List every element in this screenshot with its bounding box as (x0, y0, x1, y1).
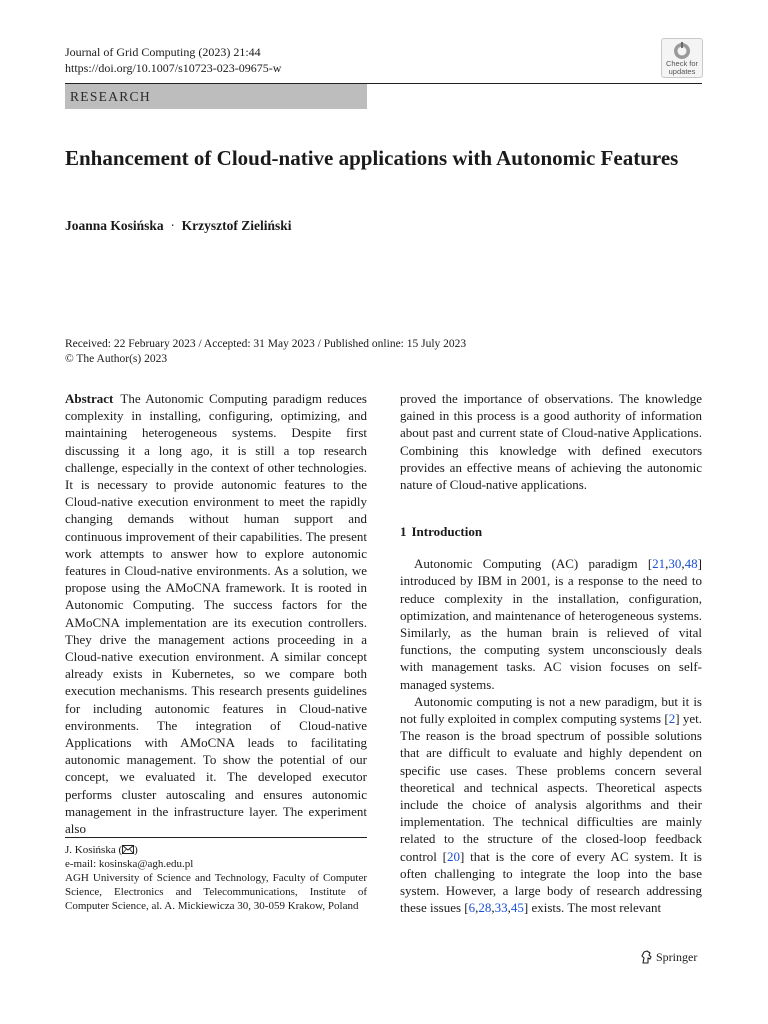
badge-label-line-1: Check for (665, 59, 699, 68)
intro-paragraph-2: Autonomic computing is not a new paradigm, but it is not fully exploited in complex computing systems [2] yet. The reason is the broad spectrum of possible solutions that are difficult to evaluate and highly dependent on specific use cases. These problems concern several theoretical and technical aspects. Theoretical aspects include the choice of analysis algorithms and their implementation. The technical difficulties are mainly related to the structure of the closed-loop feedback control [20] that is the core of every AC system. It is often challenging to integrate the loop into the base system. However, a large body of research addressing these issues [6,28,33,45] exists. The most relevant (400, 693, 702, 916)
copyright-notice: © The Author(s) 2023 (65, 352, 168, 365)
journal-header (65, 44, 281, 76)
intro-paragraph-1: Autonomic Computing (AC) paradigm [21,30,48] introduced by IBM in 2001, is a response to the need to reduce complexity in the installation, configuration, optimization, and maintenance of heterogeneous systems. Similarly, as the human brain is relieved of vital functions, the computing system unconsciously deals with management tasks. AC vision focuses on self-managed systems. (400, 556, 702, 692)
publication-history (65, 337, 466, 366)
author-email[interactable]: e-mail: kosinska@agh.edu.pl (65, 858, 194, 870)
citation-link[interactable]: 45 (510, 900, 524, 916)
journal-citation: Journal of Grid Computing (2023) 21:44 (65, 45, 261, 59)
author-footnote (65, 843, 367, 913)
abstract (65, 390, 367, 837)
citation-link[interactable]: 33 (494, 900, 508, 916)
author-list (65, 218, 292, 234)
doi-link[interactable]: https://doi.org/10.1007/s10723-023-09675-w (65, 61, 282, 75)
footnote-divider (65, 837, 367, 838)
abstract-continuation: proved the importance of observations. The knowledge gained in this process is a good authority of information about past and current state of Cloud-native Applications. Combining this knowledge with defined executors provides an effective means of achieving the autonomic nature of Cloud-native applications. (400, 391, 702, 493)
abstract-label: Abstract (65, 391, 114, 406)
citation-link[interactable]: 48 (684, 556, 698, 572)
abstract-text: The Autonomic Computing paradigm reduces complexity in installing, configuring, optimizing, and maintaining heterogeneous systems. Despite first discussing it a long ago, it is still a top research challenge, especially in the context of other technologies. It is necessary to provide autonomic features to the Cloud-native execution environment to meet the rapidly changing demands without human support and continuous improvement of their capabilities. The present work attempts to answer how to explore autonomic features in Cloud-native environments. As a solution, we propose using the AMoCNA framework. It is rooted in Autonomic Computing. The success factors for the AMoCNA implementation are its execution controllers. They drive the management actions proceeding in a Cloud-native execution environment. A similar concept already exists in Kubernetes, so we compare both execution mechanisms. This research presents guidelines for including autonomic features in Cloud-native environments. The integration of Cloud-native Applications with AMoCNA leads to facilitating autonomic management. To show the potential of our concept, we evaluated it. The developed executor performs cluster autoscaling and ensures autonomic management in the infrastructure layer. The experiment also (65, 391, 367, 837)
publisher-name: Springer (656, 950, 698, 964)
left-column (65, 390, 367, 837)
corresponding-author: J. Kosińska ( ) (65, 844, 138, 856)
envelope-icon[interactable] (122, 845, 134, 854)
springer-horse-icon (640, 950, 653, 964)
author-name[interactable]: Joanna Kosińska (65, 218, 164, 233)
article-title: Enhancement of Cloud-native applications with Autonomic Features (65, 146, 679, 170)
author-affiliation: AGH University of Science and Technology, Faculty of Computer Science, Electronics and Telecommunications, Institute of Computer Science, al. A. Mickiewicza 30, 30-059 Krakow, Poland (65, 872, 367, 912)
author-separator: · (170, 218, 175, 233)
right-column (400, 390, 702, 916)
citation-link[interactable]: 20 (446, 848, 460, 864)
citation-link[interactable]: 30 (668, 556, 682, 572)
section-title: Introduction (411, 524, 483, 540)
section-number: 1 (400, 524, 407, 540)
author-name[interactable]: Krzysztof Zieliński (181, 218, 292, 233)
section-heading (400, 523, 702, 540)
publisher-logo (640, 949, 697, 965)
article-category-band: RESEARCH (65, 84, 367, 109)
citation-link[interactable]: 28 (478, 900, 492, 916)
citation-link[interactable]: 21 (652, 556, 666, 572)
citation-link[interactable]: 2 (668, 711, 676, 727)
check-for-updates-badge[interactable] (661, 38, 703, 78)
badge-label-line-2: updates (668, 67, 696, 76)
publication-dates: Received: 22 February 2023 / Accepted: 31 May 2023 / Published online: 15 July 2023 (65, 338, 467, 350)
citation-link[interactable]: 6 (468, 900, 476, 916)
check-updates-icon (673, 42, 691, 60)
